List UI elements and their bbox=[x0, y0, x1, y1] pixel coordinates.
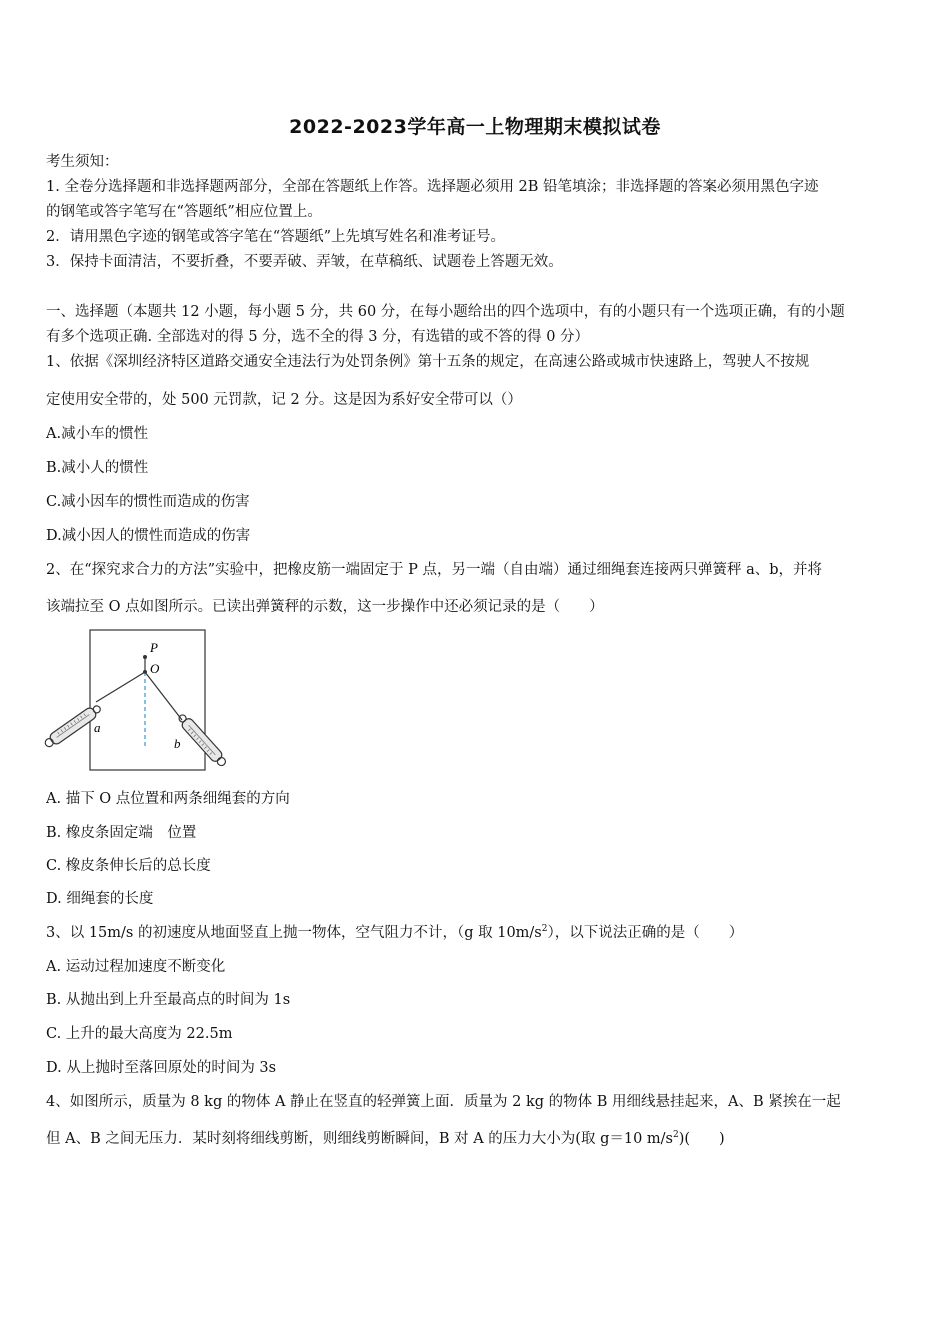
question-3-line-1 bbox=[46, 923, 908, 943]
question-3-text-start: 3、以 15m/s 的初速度从地面竖直上抛一物体，空气阻力不计，（g 取 10m/s bbox=[46, 925, 542, 941]
diagram-frame bbox=[90, 630, 205, 770]
notice-heading: 考生须知： bbox=[46, 154, 119, 170]
question-2-option-d: D. 细绳套的长度 bbox=[46, 891, 154, 907]
question-3-option-d: D. 从上抛时至落回原处的时间为 3s bbox=[46, 1060, 277, 1076]
spring-scale-b bbox=[176, 712, 229, 769]
question-2-option-a: A. 描下 O 点位置和两条细绳套的方向 bbox=[46, 791, 290, 807]
question-4-line-2 bbox=[46, 1129, 908, 1149]
notice-item-1: 1. 全卷分选择题和非选择题两部分，全部在答题纸上作答。选择题必须用 2B 铅笔填涂；非选择题的答案必须用黑色字迹 bbox=[46, 179, 819, 195]
section-intro-line-1: 一、选择题（本题共 12 小题，每小题 5 分，共 60 分，在每小题给出的四个选项中，有的小题只有一个选项正确，有的小题 bbox=[46, 304, 845, 320]
question-1-option-d: D.减小因人的惯性而造成的伤害 bbox=[46, 528, 251, 544]
string-b bbox=[145, 672, 182, 720]
spring-scale-diagram bbox=[40, 628, 240, 778]
question-4-superscript: 2 bbox=[672, 1130, 679, 1141]
question-3-option-c: C. 上升的最大高度为 22.5m bbox=[46, 1026, 233, 1042]
question-1-line-1: 1、依据《深圳经济特区道路交通安全违法行为处罚条例》第十五条的规定，在高速公路或城市快速路上，驾驶人不按规 bbox=[46, 354, 810, 370]
question-2-line-2: 该端拉至 O 点如图所示。已读出弹簧秤的示数，这一步操作中还必须记录的是（ ） bbox=[46, 599, 604, 615]
notice-item-3: 3．保持卡面清洁，不要折叠，不要弄破、弄皱，在草稿纸、试题卷上答题无效。 bbox=[46, 254, 563, 270]
question-3-superscript: 2 bbox=[541, 924, 548, 935]
label-b: b bbox=[174, 736, 181, 751]
point-p-marker bbox=[143, 655, 147, 659]
question-2-line-1: 2、在“探究求合力的方法”实验中，把橡皮筋一端固定于 P 点，另一端（自由端）通过细绳套连接两只弹簧秤 a、b，并将 bbox=[46, 562, 823, 578]
question-4-text-start: 但 A、B 之间无压力．某时刻将细线剪断，则细线剪断瞬间，B 对 A 的压力大小为(取 g＝10 m/s bbox=[46, 1131, 673, 1147]
notice-item-2: 2．请用黑色字迹的钢笔或答字笔在“答题纸”上先填写姓名和准考证号。 bbox=[46, 229, 506, 245]
notice-item-1-cont: 的钢笔或答字笔写在“答题纸”相应位置上。 bbox=[46, 204, 322, 220]
question-3-option-a: A. 运动过程加速度不断变化 bbox=[46, 959, 226, 975]
question-1-option-b: B.减小人的惯性 bbox=[46, 460, 149, 476]
question-1-line-2: 定使用安全带的，处 500 元罚款，记 2 分。这是因为系好安全带可以（） bbox=[46, 392, 522, 408]
question-2-option-c: C. 橡皮条伸长后的总长度 bbox=[46, 858, 211, 874]
question-4-text-end: )( ) bbox=[678, 1131, 725, 1147]
label-a: a bbox=[94, 720, 101, 735]
question-2-option-b: B. 橡皮条固定端 位置 bbox=[46, 825, 197, 841]
question-3-option-b: B. 从抛出到上升至最高点的时间为 1s bbox=[46, 992, 291, 1008]
string-a bbox=[96, 672, 145, 702]
section-intro-line-2: 有多个选项正确. 全部选对的得 5 分，选不全的得 3 分，有选错的或不答的得 0 分） bbox=[46, 329, 590, 345]
label-o: O bbox=[150, 661, 160, 676]
question-3-text-end: ），以下说法正确的是（ ） bbox=[547, 925, 744, 941]
page-title: 2022-2023学年高一上物理期末模拟试卷 bbox=[289, 116, 661, 138]
label-p: P bbox=[150, 640, 158, 655]
question-4-line-1: 4、如图所示，质量为 8 kg 的物体 A 静止在竖直的轻弹簧上面．质量为 2 kg 的物体 B 用细线悬挂起来，A、B 紧挨在一起 bbox=[46, 1094, 841, 1110]
question-1-option-a: A.减小车的惯性 bbox=[46, 426, 149, 442]
question-1-option-c: C.减小因车的惯性而造成的伤害 bbox=[46, 494, 250, 510]
